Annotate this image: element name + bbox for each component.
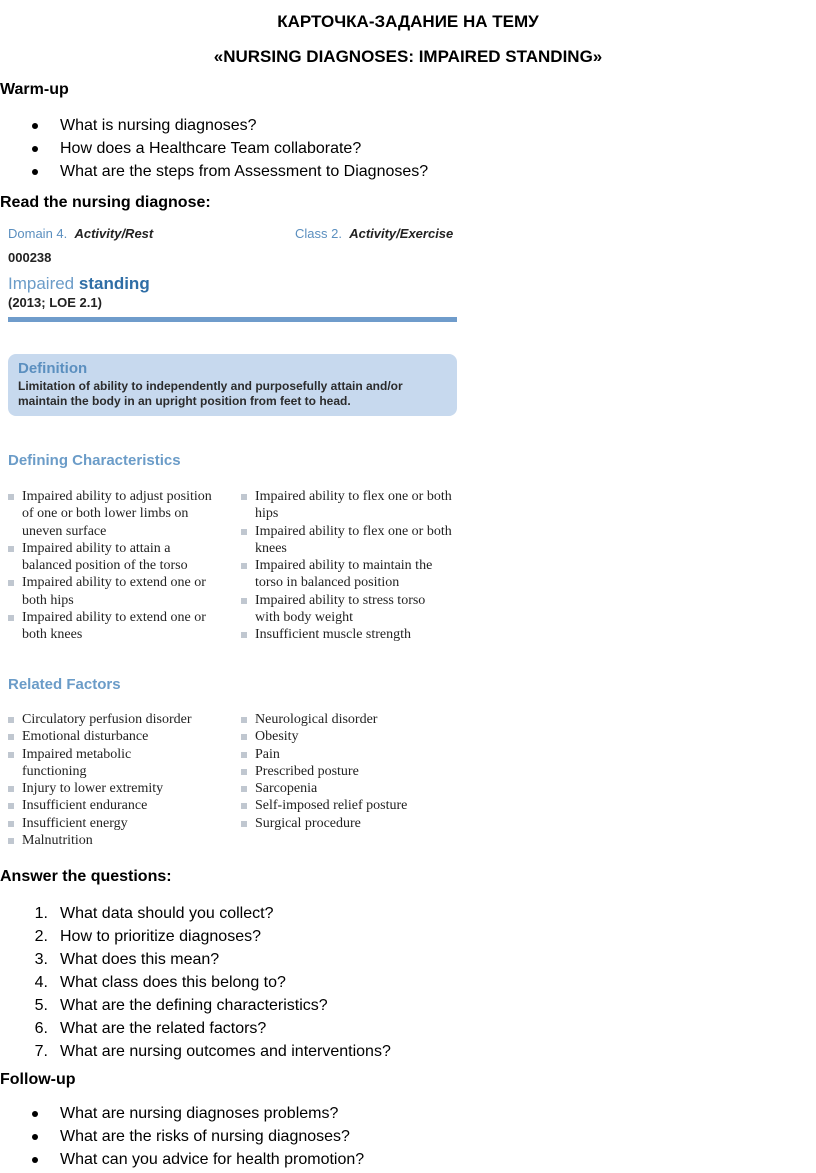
square-bullet-icon xyxy=(241,786,247,792)
square-bullet-icon xyxy=(241,598,247,604)
bullet-icon xyxy=(32,1111,38,1117)
square-bullet-icon xyxy=(241,717,247,723)
square-bullet-icon xyxy=(8,752,14,758)
list-item: Prescribed posture xyxy=(241,763,453,780)
diagnosis-code: 000238 xyxy=(8,250,52,265)
square-bullet-icon xyxy=(241,563,247,569)
list-item: 2. How to prioritize diagnoses? xyxy=(34,928,261,945)
square-bullet-icon xyxy=(241,803,247,809)
list-item: What are nursing diagnoses problems? xyxy=(0,1102,364,1125)
list-item: Insufficient energy xyxy=(8,815,223,832)
list-item: Impaired ability to flex one or both hips xyxy=(241,488,453,523)
list-item: How does a Healthcare Team collaborate? xyxy=(0,137,428,160)
list-item: 6. What are the related factors? xyxy=(34,1020,267,1037)
square-bullet-icon xyxy=(241,821,247,827)
list-item: Obesity xyxy=(241,728,453,745)
square-bullet-icon xyxy=(8,803,14,809)
square-bullet-icon xyxy=(241,529,247,535)
list-item: Impaired ability to flex one or both knees xyxy=(241,523,453,558)
square-bullet-icon xyxy=(241,752,247,758)
list-item: Neurological disorder xyxy=(241,711,453,728)
bullet-icon xyxy=(32,146,38,152)
list-item: Impaired ability to stress torso with body weight xyxy=(241,592,453,627)
list-item: Sarcopenia xyxy=(241,780,453,797)
square-bullet-icon xyxy=(241,734,247,740)
list-item: Self-imposed relief posture xyxy=(241,797,453,814)
list-item: Impaired ability to extend one or both hips xyxy=(8,574,223,609)
followup-list xyxy=(0,1102,364,1171)
list-item: What is nursing diagnoses? xyxy=(0,114,428,137)
class-line: Class 2. Activity/Exercise xyxy=(295,226,454,241)
questions-heading: Answer the questions: xyxy=(0,868,172,885)
square-bullet-icon xyxy=(8,615,14,621)
list-item: Pain xyxy=(241,746,453,763)
square-bullet-icon xyxy=(8,546,14,552)
square-bullet-icon xyxy=(241,769,247,775)
list-item: Insufficient muscle strength xyxy=(241,626,453,643)
domain-line: Domain 4. Activity/Rest xyxy=(8,226,154,241)
definition-text: Limitation of ability to independently and purposefully attain and/or maintain the body in an upright position from feet to head. xyxy=(18,379,403,408)
list-item: Emotional disturbance xyxy=(8,728,223,745)
square-bullet-icon xyxy=(8,786,14,792)
square-bullet-icon xyxy=(8,734,14,740)
read-heading: Read the nursing diagnose: xyxy=(0,194,211,211)
defining-characteristics-title: Defining Characteristics xyxy=(8,452,181,469)
bullet-icon xyxy=(32,169,38,175)
list-item: Malnutrition xyxy=(8,832,223,849)
square-bullet-icon xyxy=(8,838,14,844)
square-bullet-icon xyxy=(241,632,247,638)
list-item: 5. What are the defining characteristics? xyxy=(34,997,328,1014)
list-item: Impaired metabolic functioning xyxy=(8,746,162,781)
list-item: Impaired ability to adjust position of one or both lower limbs on uneven surface xyxy=(8,488,223,540)
list-item: Impaired ability to extend one or both knees xyxy=(8,609,223,644)
list-item: 3. What does this mean? xyxy=(34,951,220,968)
list-item: 1. What data should you collect? xyxy=(34,905,274,922)
list-item: Surgical procedure xyxy=(241,815,453,832)
page-subtitle: «NURSING DIAGNOSES: IMPAIRED STANDING» xyxy=(213,47,603,66)
related-factors-left xyxy=(8,711,223,849)
warmup-list xyxy=(0,114,428,183)
bullet-icon xyxy=(32,1157,38,1163)
diagnosis-name: Impaired standing xyxy=(8,274,150,293)
definition-title: Definition xyxy=(18,360,88,377)
list-item: Circulatory perfusion disorder xyxy=(8,711,223,728)
bullet-icon xyxy=(32,1134,38,1140)
related-factors-right xyxy=(241,711,453,832)
questions-list xyxy=(0,902,391,1063)
list-item: 7. What are nursing outcomes and interventions? xyxy=(34,1043,391,1060)
square-bullet-icon xyxy=(8,494,14,500)
square-bullet-icon xyxy=(8,821,14,827)
list-item: Impaired ability to maintain the torso in balanced position xyxy=(241,557,453,592)
list-item: Impaired ability to attain a balanced position of the torso xyxy=(8,540,223,575)
defining-characteristics-right xyxy=(241,488,453,644)
definition-box xyxy=(8,354,457,416)
defining-characteristics-left xyxy=(8,488,223,644)
level-of-evidence: (2013; LOE 2.1) xyxy=(8,295,102,310)
followup-heading: Follow-up xyxy=(0,1071,76,1088)
page-title: КАРТОЧКА-ЗАДАНИЕ НА ТЕМУ xyxy=(277,12,539,31)
square-bullet-icon xyxy=(8,580,14,586)
list-item: Insufficient endurance xyxy=(8,797,223,814)
list-item: What can you advice for health promotion? xyxy=(0,1148,364,1171)
divider xyxy=(8,317,457,322)
square-bullet-icon xyxy=(8,717,14,723)
warmup-heading: Warm-up xyxy=(0,81,69,98)
square-bullet-icon xyxy=(241,494,247,500)
related-factors-title: Related Factors xyxy=(8,676,121,693)
list-item: What are the risks of nursing diagnoses? xyxy=(0,1125,364,1148)
list-item: Injury to lower extremity xyxy=(8,780,223,797)
list-item: What are the steps from Assessment to Diagnoses? xyxy=(0,160,428,183)
list-item: 4. What class does this belong to? xyxy=(34,974,286,991)
bullet-icon xyxy=(32,123,38,129)
